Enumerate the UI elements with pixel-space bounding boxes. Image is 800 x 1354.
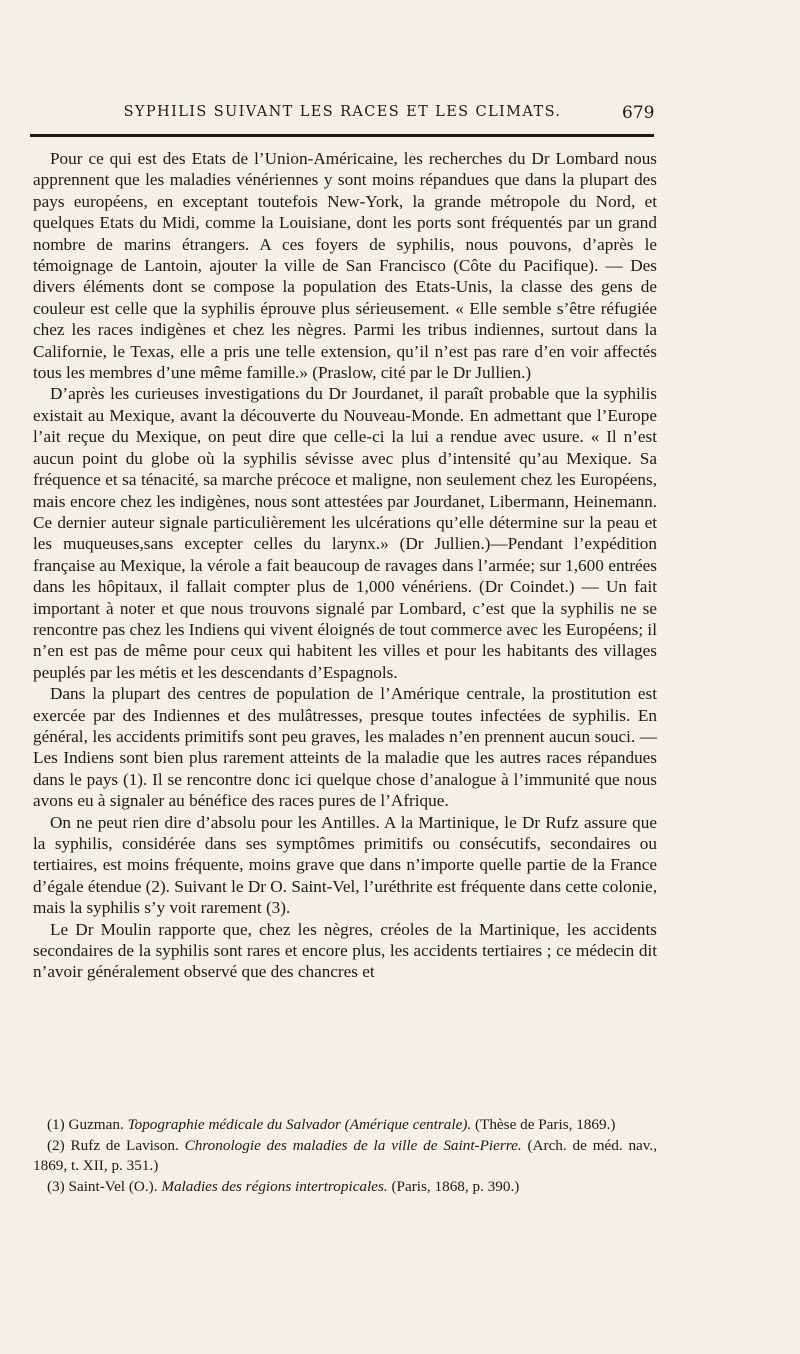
footnote — [33, 1177, 657, 1198]
header-rule — [30, 134, 654, 137]
footnote-title: Topographie médicale du Salvador (Amérique centrale). — [127, 1116, 472, 1133]
footnote — [33, 1136, 657, 1177]
footnote-title: Chronologie des maladies de la ville de Saint-Pierre. — [184, 1136, 522, 1154]
running-header — [30, 104, 655, 128]
footnotes — [33, 1115, 657, 1197]
paragraph: Le Dr Moulin rapporte que, chez les nègres, créoles de la Martinique, les accidents secondaires de la syphilis sont rares et encore plus, les accidents tertiaires ; ce médecin dit n’avoir généralement observé que des chancres et — [33, 919, 657, 982]
footnote-title: Maladies des régions intertropicales. — [161, 1177, 388, 1195]
footnote-suffix: (Paris, 1868, p. 390.) — [387, 1177, 520, 1195]
page-number: 679 — [622, 103, 655, 123]
footnote-prefix: (2) Rufz de Lavison. — [47, 1136, 185, 1154]
paragraph: Dans la plupart des centres de population de l’Amérique centrale, la prostitution est exercée par des Indiennes et des mulâtresses, presque toutes infectées de syphilis. En général, les accidents primitifs sont peu graves, les malades n’en prennent aucun souci. — Les Indiens sont bien plus rarement atteints de la maladie que les autres races répandues dans le pays (1). Il se rencontre donc ici quelque chose d’analogue à l’immunité que nous avons eu à signaler au bénéfice des races pures de l’Afrique. — [33, 684, 657, 811]
main-text — [33, 148, 657, 983]
footnote-suffix: (Thèse de Paris, 1869.) — [471, 1116, 616, 1133]
footnote-prefix: (3) Saint-Vel (O.). — [47, 1177, 162, 1195]
running-title: SYPHILIS SUIVANT LES RACES ET LES CLIMATS. — [123, 104, 562, 120]
paragraph: Pour ce qui est des Etats de l’Union-Américaine, les recherches du Dr Lombard nous apprennent que les maladies vénériennes y sont moins répandues que dans la plupart des pays européens, en exceptant toutefois New-York, la grande métropole du Nord, et quelques Etats du Midi, comme la Louisiane, dont les ports sont fréquentés par un grand nombre de marins étrangers. A ces foyers de syphilis, nous pouvons, d’après le témoignage de Lantoin, ajouter la ville de San Francisco (Côte du Pacifique). — Des divers éléments dont se compose la population des Etats-Unis, la classe des gens de couleur est celle que la syphilis éprouve plus sérieusement. « Elle semble s’être réfugiée chez les races indigènes et chez les nègres. Parmi les tribus indiennes, surtout dans la Californie, le Texas, elle a pris une telle extension, qu’il n’est pas rare d’en voir affectés tous les membres d’une même famille.» (Praslow, cité par le Dr Jullien.) — [33, 149, 657, 383]
footnote — [33, 1115, 657, 1136]
footnote-prefix: (1) Guzman. — [47, 1116, 128, 1133]
paragraph: D’après les curieuses investigations du Dr Jourdanet, il paraît probable que la syphilis existait au Mexique, avant la découverte du Nouveau-Monde. En admettant que l’Europe l’ait reçue du Mexique, on peut dire que celle-ci la lui a rendue avec usure. « Il n’est aucun point du globe où la syphilis sévisse avec plus d’intensité qu’au Mexique. Sa fréquence et sa ténacité, sa marche précoce et maligne, non seulement chez les Européens, mais encore chez les indigènes, nous sont attestées par Jourdanet, Libermann, Heinemann. Ce dernier auteur signale particulièrement les ulcérations qu’elle détermine sur la peau et les muqueuses,sans excepter celles du larynx.» (Dr Jullien.)—Pendant l’expédition française au Mexique, la vérole a fait beaucoup de ravages dans l’armée; sur 1,600 entrées dans les hôpitaux, il fallait compter plus de 1,000 vénériens. (Dr Coindet.) — Un fait important à noter et que nous trouvons signalé par Lombard, c’est que la syphilis ne se rencontre pas chez les Indiens qui vivent éloignés de tout commerce avec les Européens; il n’en est pas de même pour ceux qui habitent les villes et pour les habitants des villages peuplés par les métis et les descendants d’Espagnols. — [33, 384, 657, 682]
footnote-suffix: (Arch. de méd. nav., 1869, t. XII, p. 351.) — [33, 1136, 657, 1174]
paragraph: On ne peut rien dire d’absolu pour les Antilles. A la Martinique, le Dr Rufz assure que la syphilis, considérée dans ses symptômes primitifs ou consécutifs, secondaires ou tertiaires, est moins fréquente, moins grave que dans n’importe quelle partie de la France d’égale étendue (2). Suivant le Dr O. Saint-Vel, l’uréthrite est fréquente dans cette colonie, mais la syphilis s’y voit rarement (3). — [33, 812, 657, 918]
